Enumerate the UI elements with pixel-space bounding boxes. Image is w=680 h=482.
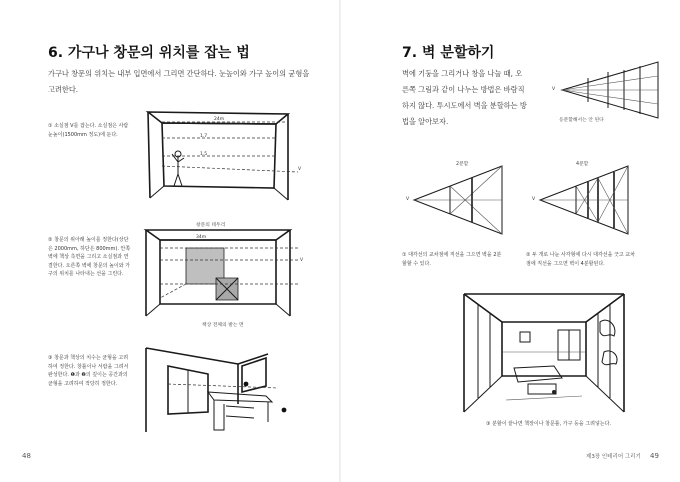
label-v-bad: V: [552, 87, 556, 92]
two-division-title: 2분할: [456, 162, 469, 167]
room-interior-sketch: [458, 292, 630, 416]
two-division-diagram: [406, 164, 510, 236]
right-heading: 7. 벽 분할하기: [402, 45, 495, 61]
sketch-step-3: [138, 344, 298, 434]
left-step-3: ③ 창문과 책상의 치수는 균형을 고려하여 정한다. 창틀이나 서랍을 그려서 완성한다. ❶과 ❷의 깊이는 공간과의 균형을 고려하여 적당히 정한다.: [48, 355, 129, 387]
left-step-1: ① 소실점 V를 잡는다. 소실점은 사람 눈높이(1500mm 정도)에 둔다.: [48, 123, 129, 138]
right-page: [340, 0, 680, 482]
left-page-number: 48: [22, 452, 31, 460]
right-intro: 벽에 기둥을 그리거나 창을 나눌 때, 오른쪽 그림과 같이 나누는 방법은 바람직하지 않다. 투시도에서 벽을 분할하는 방법을 알아보자.: [402, 69, 527, 126]
sketch-step-1: [138, 110, 308, 200]
label-v-two: V: [406, 197, 410, 202]
four-division-diagram: [532, 164, 636, 236]
label-width-24: 24m: [214, 117, 225, 122]
window-frame-label: 창문의 테두리: [196, 223, 226, 228]
label-h17: 1.7: [200, 134, 208, 139]
bad-division-sketch: [552, 60, 668, 120]
room-caption: ③ 분할이 끝나면 책장이나 창문틀, 가구 등을 그려넣는다.: [486, 421, 612, 427]
label-h15: 1.5: [200, 152, 208, 157]
left-intro: 가구나 창문의 위치는 내부 입면에서 그리면 간단하다. 눈높이와 가구 높이의 균형을 고려한다.: [48, 69, 310, 94]
left-step-2: ② 창문의 위아래 높이를 정한다(상단은 2000mm, 하단은 800mm). 안쪽 벽에 책상 측면을 그리고 소실점과 연결한다. 오른쪽 벽에 창문의 높이와 가구의 위치를 나타내는 선을 그린다.: [48, 237, 131, 277]
right-page-number: 49: [650, 452, 659, 460]
desk-label: 책상 전체의 발는 면: [202, 323, 244, 328]
sketch-step-2: [138, 228, 308, 318]
label-v-four: V: [532, 197, 536, 202]
two-division-caption: ① 대각선의 교차점에 직선을 그으면 벽을 2분할할 수 있다.: [402, 252, 502, 267]
four-division-caption: ② 두 개로 나눈 사각형에 다시 대각선을 긋고 교차점에 직선을 그으면 벽이 4분할된다.: [526, 252, 635, 267]
bad-division-note: 등분할해서는 안 된다: [559, 118, 604, 123]
label-v2: V: [300, 258, 304, 263]
label-v1: V: [298, 167, 302, 172]
left-heading: 6. 가구나 창문의 위치를 잡는 법: [48, 45, 250, 61]
label-width-34: 34m: [196, 235, 207, 240]
four-division-title: 4분할: [576, 162, 589, 167]
running-head: 제3장 인테리어 그리기: [586, 454, 641, 460]
